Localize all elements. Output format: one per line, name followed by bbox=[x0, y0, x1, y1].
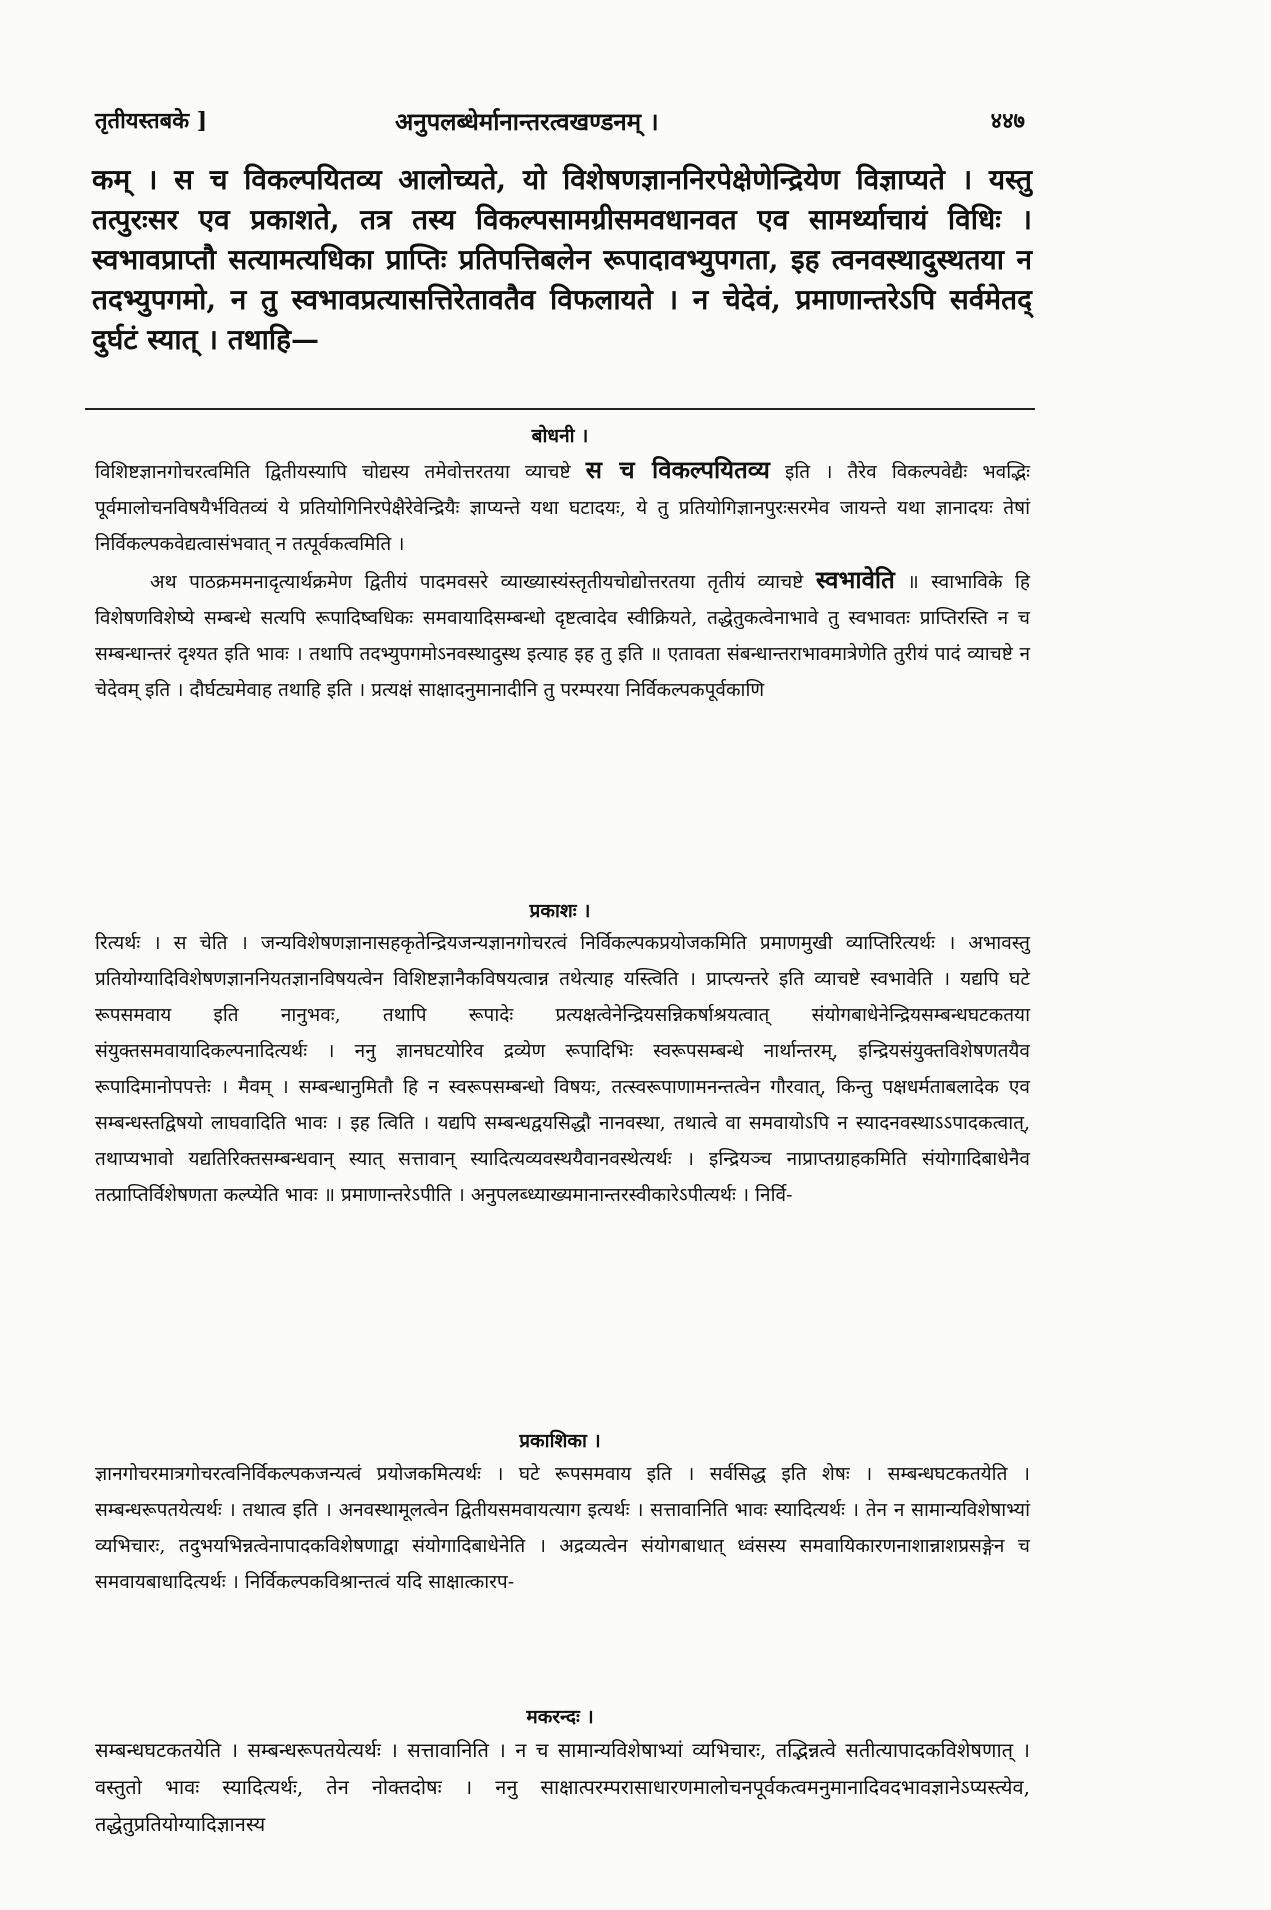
section-title-makaranda: मकरन्दः । bbox=[526, 1706, 594, 1728]
paragraph-text: ॥ स्वाभाविके हि विशेषणविशेष्ये सम्बन्धे सत्यपि रूपादिष्वधिकः समवायादिसम्बन्धो दृष्टत्वादेव स्वीक्रियते, तद्धेतुकत्वेनाभावे तु स्वभावतः प्राप्तिरस्ति न च सम्बन्धान्तरं दृश्यत इति भावः । तथापि तदभ्युपगमोऽनवस्थादुस्थ इत्याह इह तु इति ॥ एतावता संबन्धान्तराभावमात्रेणेति तुरीयं पादं व्याचष्टे न चेदेवम् इति । दौर्घट्यमेवाह तथाहि इति । प्रत्यक्षं साक्षादनुमानादीनि तु परम्परया निर्विकल्पकपूर्वकाणि bbox=[95, 571, 1031, 701]
section-title-prakashika: प्रकाशिका । bbox=[519, 1430, 601, 1452]
bodhani-paragraph-1 bbox=[95, 452, 1030, 562]
paragraph-lead: अथ पाठक्रममनादृत्यार्थक्रमेण द्वितीयं पादमवसरे व्याख्यास्यंस्तृतीयचोद्योत्तरतया तृतीयं व्याचष्टे bbox=[150, 571, 804, 593]
page-number: ४४७ bbox=[990, 108, 1025, 134]
section-title-prakasha: प्रकाशः । bbox=[529, 900, 591, 922]
paragraph-keyword: स च विकल्पयितव्य bbox=[585, 455, 770, 484]
paragraph-text: इति । तैरेव विकल्पवेद्यैः भवद्भिः पूर्वमालोचनविषयैर्भवितव्यं ये प्रतियोगिनिरपेक्षैरेवेन्द्रियैः ज्ञाप्यन्ते यथा घटादयः, ये तु प्रतियोगिज्ञानपुरःसरमेव जायन्ते यथा ज्ञानादयः तेषां निर्विकल्पकवेद्यत्वासंभवात् न तत्पूर्वकत्वमिति । bbox=[95, 461, 1030, 555]
divider bbox=[85, 408, 1035, 410]
prakashika-commentary: ज्ञानगोचरमात्रगोचरत्वनिर्विकल्पकजन्यत्वं प्रयोजकमित्यर्थः । घटे रूपसमवाय इति । सर्वसिद्ध इति शेषः । सम्बन्धघटकतयेति । सम्बन्धरूपतयेत्यर्थः । तथात्व इति । अनवस्थामूलत्वेन द्वितीयसमवायत्याग इत्यर्थः । सत्तावानिति भावः स्यादित्यर्थः । तेन न सामान्यविशेषाभ्यां व्यभिचारः, तदुभयभिन्नत्वेनापादकविशेषणाद्वा संयोगादिबाधेनेति । अद्रव्यत्वेन संयोगबाधात् ध्वंसस्य समवायिकारणनाशान्नाशप्रसङ्गेन च समवायबाधादित्यर्थः । निर्विकल्पकविश्रान्तत्वं यदि साक्षात्कारप- bbox=[95, 1463, 1030, 1593]
header-chapter: तृतीयस्तबके ] bbox=[95, 108, 208, 134]
bodhani-paragraph-2 bbox=[95, 562, 1030, 708]
page-header bbox=[95, 105, 1025, 145]
paragraph-keyword: स्वभावेति bbox=[815, 565, 895, 594]
section-title-bodhani: बोधनी । bbox=[531, 425, 589, 447]
makaranda-commentary: सम्बन्धघटकतयेति । सम्बन्धरूपतयेत्यर्थः । सत्तावानिति । न च सामान्यविशेषाभ्यां व्यभिचारः, तद्भिन्नत्वे सतीत्यापादकविशेषणात् । वस्तुतो भावः स्यादित्यर्थः, तेन नोक्तदोषः । ननु साक्षात्परम्परासाधारणमालोचनपूर्वकत्वमनुमानादिवदभावज्ञानेऽप्यस्त्येव, तद्धेतुप्रतियोग्यादिज्ञानस्य bbox=[95, 1738, 1030, 1836]
main-text: कम् । स च विकल्पयितव्य आलोच्यते, यो विशेषणज्ञाननिरपेक्षेणेन्द्रियेण विज्ञाप्यते । यस्तु तत्पुरःसर एव प्रकाशते, तत्र तस्य विकल्पसामग्रीसमवधानवत एव सामर्थ्याचायं विधिः । स्वभावप्राप्तौ सत्यामत्यधिका प्राप्तिः प्रतिपत्तिबलेन रूपादावभ्युपगता, इह त्वनवस्थादुस्थतया न तदभ्युपगमो, न तु स्वभावप्रत्यासत्तिरेतावतैव विफलायते । न चेदेवं, प्रमाणान्तरेऽपि सर्वमेतद् दुर्घटं स्यात् । तथाहि— bbox=[92, 163, 1032, 356]
header-title: अनुपलब्धेर्मानान्तरत्वखण्डनम् । bbox=[395, 107, 659, 136]
prakasha-commentary: रित्यर्थः । स चेति । जन्यविशेषणज्ञानासहकृतेन्द्रियजन्यज्ञानगोचरत्वं निर्विकल्पकप्रयोजकमिति प्रमाणमुखी व्याप्तिरित्यर्थः । अभावस्तु प्रतियोग्यादिविशेषणज्ञाननियतज्ञानविषयत्वेन विशिष्टज्ञानैकविषयत्वान्न तथेत्याह यस्त्विति । प्राप्त्यन्तरे इति व्याचष्टे स्वभावेति । यद्यपि घटे रूपसमवाय इति नानुभवः, तथापि रूपादेः प्रत्यक्षत्वेनेन्द्रियसन्निकर्षाश्रयत्वात् संयोगबाधेनेन्द्रियसम्बन्धघटकतया संयुक्तसमवायादिकल्पनादित्यर्थः । ननु ज्ञानघटयोरिव द्रव्येण रूपादिभिः स्वरूपसम्बन्धे नार्थान्तरम्, इन्द्रियसंयुक्तविशेषणतयैव रूपादिमानोपपत्तेः । मैवम् । सम्बन्धानुमितौ हि न स्वरूपसम्बन्धो विषयः, तत्स्वरूपाणामनन्तत्वेन गौरवात्, किन्तु पक्षधर्मताबलादेक एव सम्बन्धस्तद्विषयो लाघवादिति भावः । इह त्विति । यद्यपि सम्बन्धद्वयसिद्धौ नानवस्था, तथात्वे वा समवायोऽपि न स्यादनवस्थाऽऽपादकत्वात्, तथाप्यभावो यद्यतिरिक्तसम्बन्धवान् स्यात् सत्तावान् स्यादित्यव्यवस्थयैवानवस्थेत्यर्थः । इन्द्रियञ्च नाप्राप्तग्राहकमिति संयोगादिबाधेनैव तत्प्राप्तिर्विशेषणता कल्प्येति भावः ॥ प्रमाणान्तरेऽपीति । अनुपलब्ध्याख्यमानान्तरस्वीकारेऽपीत्यर्थः । निर्वि- bbox=[95, 932, 1030, 1206]
bodhani-commentary bbox=[95, 452, 1030, 708]
paragraph-lead: विशिष्टज्ञानगोचरत्वमिति द्वितीयस्यापि चोद्यस्य तमेवोत्तरतया व्याचष्टे bbox=[95, 461, 571, 483]
